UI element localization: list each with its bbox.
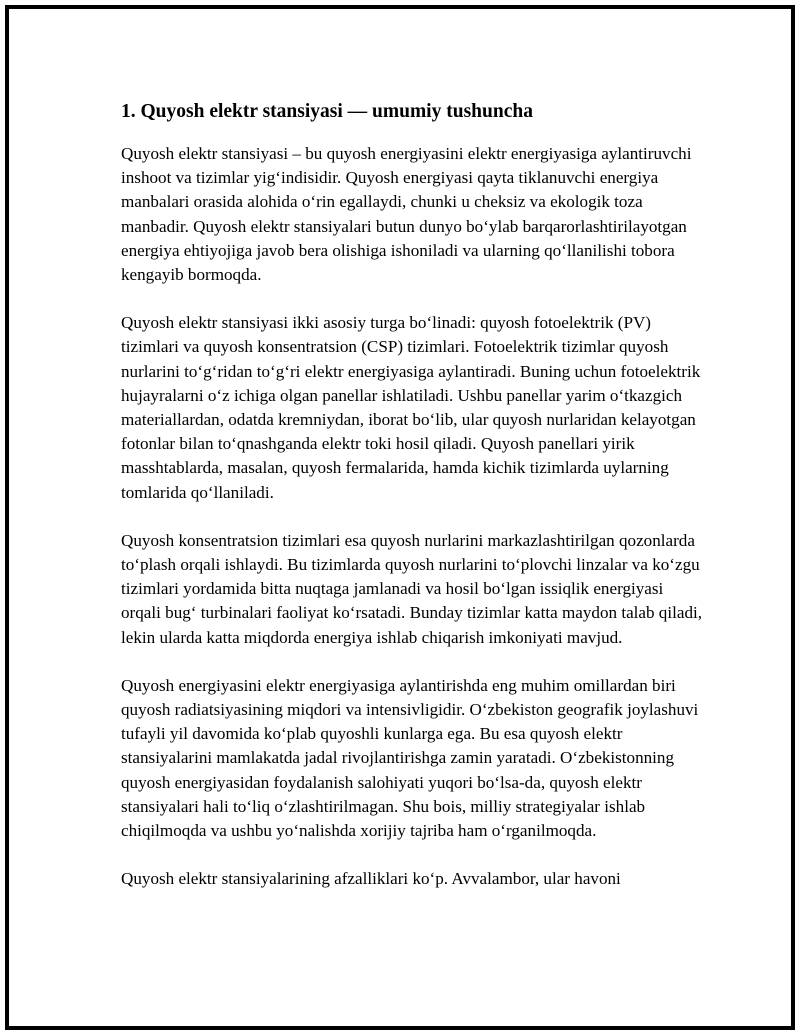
- document-body: [121, 99, 706, 915]
- page-frame: [5, 5, 795, 1030]
- paragraph-advantages: Quyosh elektr stansiyalarining afzalliklari ko‘p. Avvalambor, ular havoni: [121, 869, 621, 889]
- section-heading: 1. Quyosh elektr stansiyasi — umumiy tushuncha: [121, 101, 533, 122]
- paragraph-types: Quyosh elektr stansiyasi ikki asosiy turga bo‘linadi: quyosh fotoelektrik (PV) tizimlari va quyosh konsentratsion (CSP) tizimlari. Fotoelektrik tizimlar quyosh nurlarini to‘g‘ridan to‘g‘ri elektr energiyasiga aylantiradi. Buning uchun fotoelektrik hujayralarni o‘z ichiga olgan panellar ishlatiladi. Ushbu panellar yarim o‘tkazgich materiallardan, odatda kremniydan, iborat bo‘lib, ular quyosh nurlaridan kelayotgan fotonlar bilan to‘qnashganda elektr toki hosil qiladi. Quyosh panellari yirik masshtablarda, masalan, quyosh fermalarida, hamda kichik tizimlarda uylarning tomlarida qo‘llaniladi.: [121, 313, 701, 502]
- paragraph-uzbekistan: Quyosh energiyasini elektr energiyasiga aylantirishda eng muhim omillardan biri quyosh radiatsiyasining miqdori va intensivligidir. O‘zbekiston geografik joylashuvi tufayli yil davomida ko‘plab quyoshli kunlarga ega. Bu esa quyosh elektr stansiyalarini mamlakatda jadal rivojlantirishga zamin yaratadi. O‘zbekistonning quyosh energiyasidan foydalanish salohiyati yuqori bo‘lsa-da, quyosh elektr stansiyalari hali to‘liq o‘zlashtirilmagan. Shu bois, milliy strategiyalar ishlab chiqilmoqda va ushbu yo‘nalishda xorijiy tajriba ham o‘rganilmoqda.: [121, 675, 699, 841]
- paragraph-definition: Quyosh elektr stansiyasi – bu quyosh energiyasini elektr energiyasiga aylantiruvchi inshoot va tizimlar yig‘indisidir. Quyosh energiyasi qayta tiklanuvchi energiya manbalari orasida alohida o‘rin egallaydi, chunki u cheksiz va ekologik toza manbadir. Quyosh elektr stansiyalari butun dunyo bo‘ylab barqarorlashtirilayotgan energiya ehtiyojiga javob bera olishiga ishoniladi va ularning qo‘llanilishi tobora kengayib bormoqda.: [121, 144, 692, 285]
- paragraph-csp: Quyosh konsentratsion tizimlari esa quyosh nurlarini markazlashtirilgan qozonlarda to‘plash orqali ishlaydi. Bu tizimlarda quyosh nurlarini to‘plovchi linzalar va ko‘zgu tizimlari yordamida bitta nuqtaga jamlanadi va hosil bo‘lgan issiqlik energiyasi orqali bug‘ turbinalari faoliyat ko‘rsatadi. Bunday tizimlar katta maydon talab qiladi, lekin ularda katta miqdorda energiya ishlab chiqarish imkoniyati mavjud.: [121, 530, 703, 647]
